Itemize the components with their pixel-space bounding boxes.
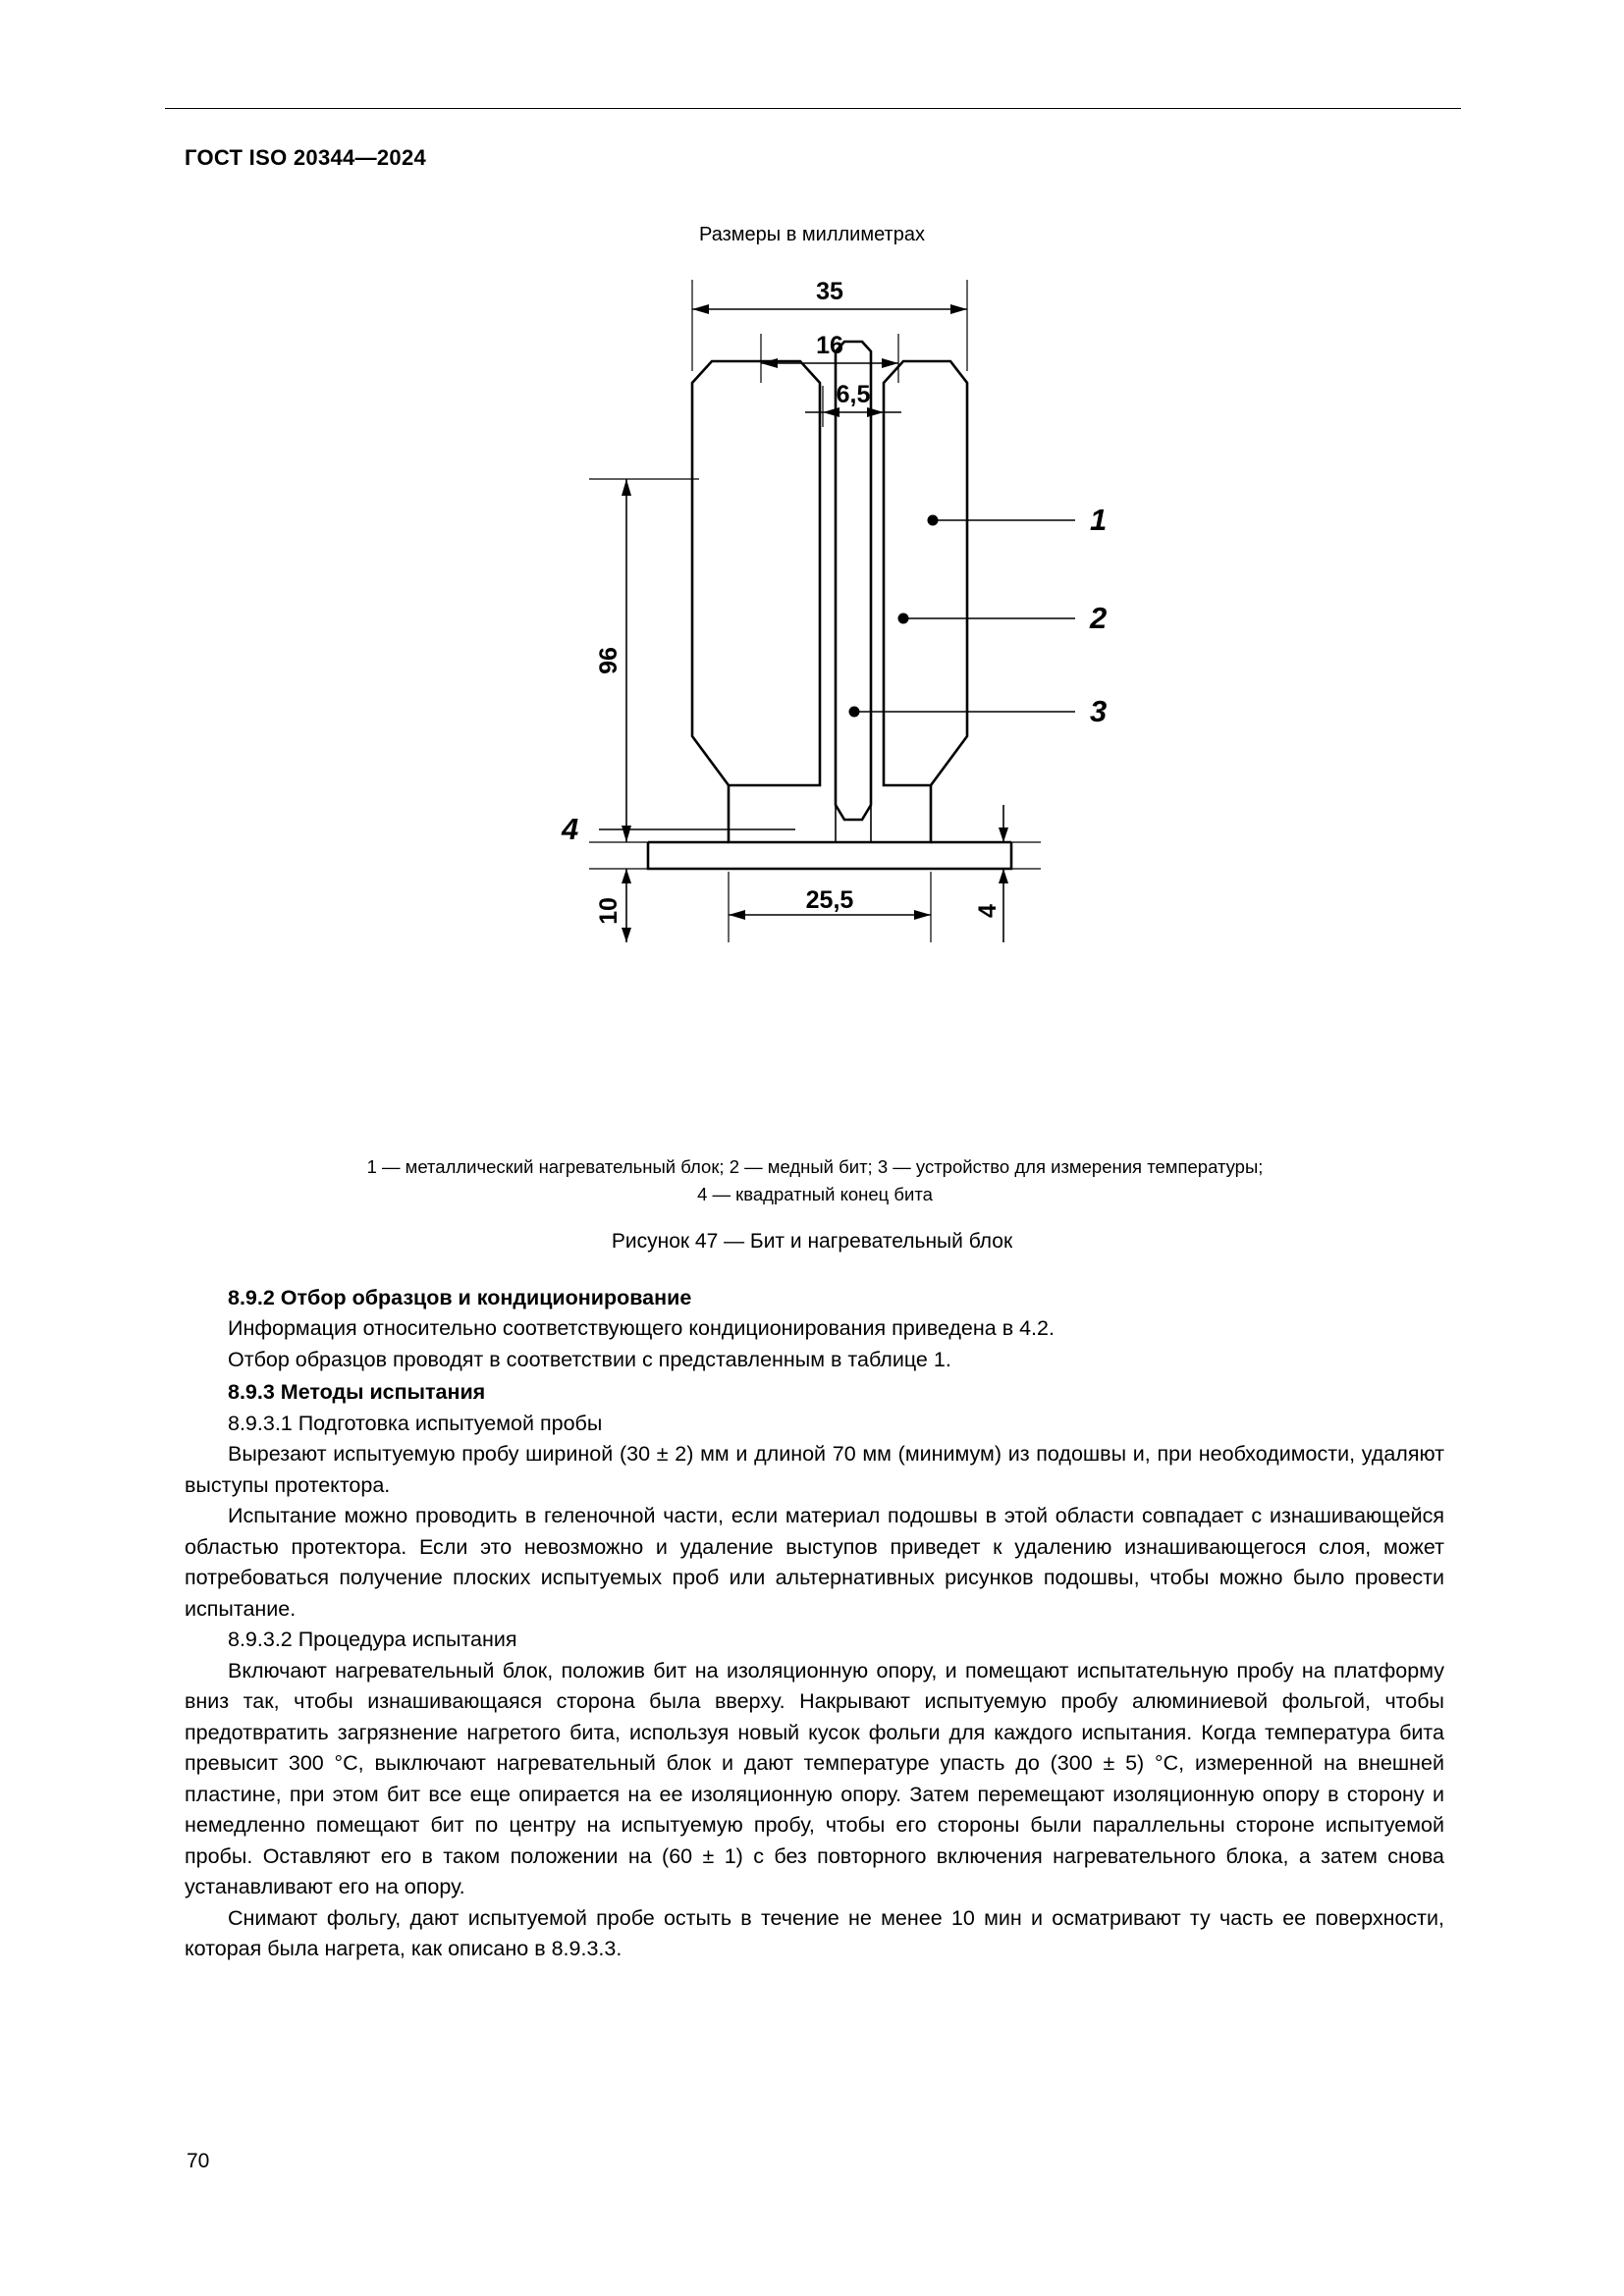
dim-label-35: 35 [816, 278, 843, 305]
header-rule [165, 108, 1461, 109]
leader-dot-1 [928, 515, 939, 526]
bottom-flange [648, 842, 1011, 869]
heading-8-9-2: 8.9.2 Отбор образцов и кондиционирование [228, 1286, 692, 1309]
figure-drawing [0, 255, 1624, 1139]
body-text [185, 1281, 1444, 1965]
base-plate [729, 785, 931, 842]
figure-legend [177, 1153, 1453, 1208]
paragraph-5: Испытание можно проводить в геленочной части, если материал подошвы в этой области совпадает с изнашивающейся областью протектора. Если это невозможно и удаление выступов приведет к удалению изнашивающегося слоя, может потребоваться получение плоских испытуемых проб или альтернативных рисунков подошвы, чтобы можно было провести испытание. [185, 1504, 1444, 1621]
heating-block-right-wall [884, 361, 967, 785]
paragraph-8: Снимают фольгу, дают испытуемой пробе остыть в течение не менее 10 мин и осматривают ту часть ее поверхности, которая была нагрета, как описано в 8.9.3.3. [185, 1905, 1444, 1961]
callout-1: 1 [1090, 503, 1108, 537]
page-header [185, 145, 426, 171]
dim-label-10: 10 [595, 897, 623, 925]
callout-3: 3 [1090, 694, 1108, 728]
callout-2: 2 [1090, 601, 1108, 635]
legend-line-1: 1 — металлический нагревательный блок; 2 — медный бит; 3 — устройство для измерения температуры; [366, 1156, 1264, 1177]
dim-label-4: 4 [974, 904, 1001, 918]
dim-label-96: 96 [595, 647, 623, 674]
dim-label-255: 25,5 [805, 886, 854, 914]
leader-dot-3 [849, 707, 860, 718]
page-number: 70 [187, 2150, 210, 2172]
heading-8-9-3: 8.9.3 Методы испытания [228, 1380, 486, 1405]
callout-4: 4 [562, 812, 579, 846]
heating-block-outline [692, 361, 820, 785]
figure-47 [0, 255, 1624, 1139]
dim-label-16: 16 [816, 332, 843, 359]
dim-label-65: 6,5 [836, 381, 871, 408]
figure-caption: Рисунок 47 — Бит и нагревательный блок [611, 1230, 1013, 1253]
subheading-8-9-3-1: 8.9.3.1 Подготовка испытуемой пробы [228, 1411, 603, 1435]
copper-bit-outline [836, 342, 871, 820]
standard-number: ГОСТ ISO 20344—2024 [185, 145, 427, 170]
subheading-8-9-3-2: 8.9.3.2 Процедура испытания [228, 1628, 517, 1652]
paragraph-4: Вырезают испытуемую пробу шириной (30 ± 2) мм и длиной 70 мм (минимум) из подошвы и, при необходимости, удаляют выступы протектора. [185, 1442, 1444, 1497]
units-note: Размеры в миллиметрах [699, 224, 925, 245]
paragraph-7: Включают нагревательный блок, положив бит на изоляционную опору, и помещают испытательную пробу на платформу вниз так, чтобы изнашивающаяся сторона была вверху. Накрывают испытуемую пробу алюминиевой фольгой, чтобы предотвратить загрязнение нагретого бита, используя новый кусок фольги для каждого испытания. Когда температура бита превысит 300 °С, выключают нагревательный блок и дают температуре упасть до (300 ± 5) °С, измеренной на внешней пластине, при этом бит все еще опирается на ее изоляционную опору. Затем перемещают изоляционную опору в сторону и немедленно помещают бит по центру на испытуемую пробу, чтобы его стороны были параллельны стороне испытуемой пробы. Оставляют его в таком положении на (60 ± 1) с без повторного включения нагревательного блока, а затем снова устанавливают его на опору. [185, 1658, 1444, 1899]
paragraph-2: Отбор образцов проводят в соответствии с представленным в таблице 1. [228, 1347, 951, 1371]
paragraph-1: Информация относительно соответствующего кондиционирования приведена в 4.2. [228, 1316, 1055, 1341]
legend-line-2: 4 — квадратный конец бита [697, 1183, 933, 1204]
leader-dot-2 [898, 614, 909, 624]
